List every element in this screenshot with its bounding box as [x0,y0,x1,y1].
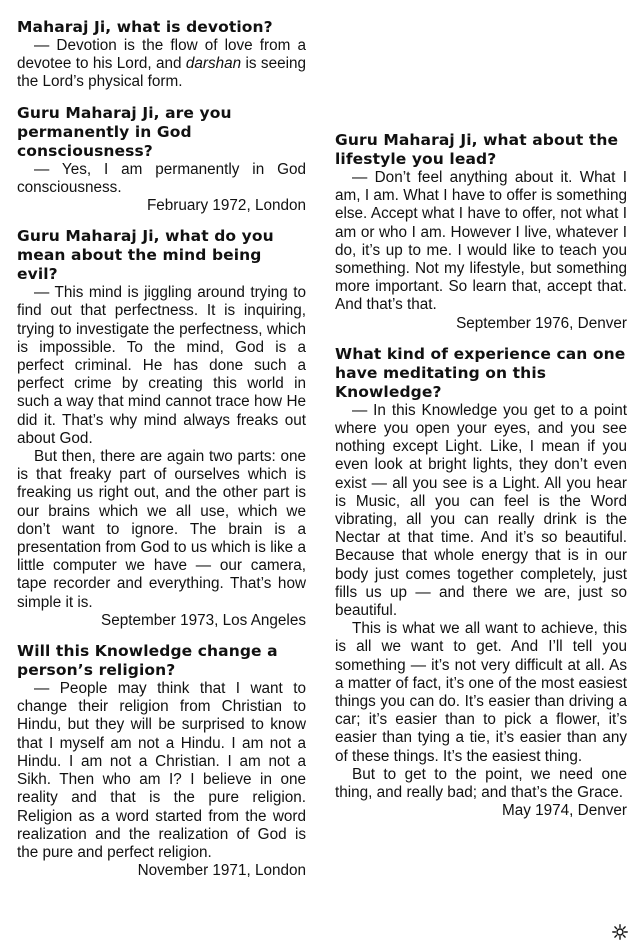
source-date: February 1972, London [146,197,306,215]
question-heading: Maharaj Ji, what is devotion? [17,18,273,36]
qa-block [335,131,627,333]
qa-block [17,227,306,630]
answer-paragraph: — People may think that I want to change their religion from Christian to Hindu, but they will be surprised to know that I myself am not a Hindu. I am not a Hindu. I am not a Christian. I am not a Sikh. Then who am I? I believe in one reality and that is the pure religion. Religion as a word started from the word realization and the realization of God is the pure and perfect religion. [17,680,306,861]
left-column [17,18,306,892]
answer-paragraph: But then, there are again two parts: one is that freaky part of ourselves which is freaking us right out, and the other part is our brains which we all use, which we don’t want to ignore. The brain is a presentation from God to us which is like a little computer we have — our camera, tape recorder and everything. That’s how simple it is. [17,448,306,611]
question-heading: Guru Maharaj Ji, are you permanently in God consciousness? [17,103,232,160]
sun-ornament-icon [612,924,628,940]
source-date: November 1971, London [137,862,306,880]
right-column [335,131,627,833]
answer-paragraph: — Don’t feel anything about it. What I am, I am. What I have to offer is something else. Accept what I have to offer, not what I am or who I am. However I live, whatever I do, it’s up to me. I would like to teach you something. Not my lifestyle, but something more important. So learn that, accept that. And that’s that. [335,169,627,314]
qa-block [335,345,627,821]
answer-paragraph: This is what we all want to achieve, this is all we want to get. And I’ll tell you something — it’s not very difficult at all. As a matter of fact, it’s one of the most easiest things you can do. It’s easier than driving a car; it’s easier than to pick a flower, it’s easier than tying a tie, it’s easier than any of these things. It’s the easiest thing. [335,620,627,765]
question-heading: Guru Maharaj Ji, what do you mean about the mind being evil? [17,227,274,284]
qa-block [17,642,306,880]
source-date: May 1974, Denver [502,802,627,820]
answer-paragraph: — Yes, I am permanently in God consciousness. [17,160,306,196]
answer-paragraph: But to get to the point, we need one thing, and really bad; and that’s the Grace. [335,765,627,802]
source-date: September 1976, Denver [456,314,627,332]
answer-paragraph: — This mind is jiggling around trying to find out that perfectness. It is inquiring, trying to investigate the perfectness, which is impossible. To the mind, God is a perfect criminal. He has done such a perfect crime by creating this world in such a way that mind cannot trace how He did it. That’s why mind always freaks out about God. [17,284,306,447]
qa-block [17,18,306,92]
question-heading: Guru Maharaj Ji, what about the lifestyle you lead? [335,131,619,168]
answer-paragraph: — Devotion is the flow of love from a devotee to his Lord, and darshan is seeing the Lord’s physical form. [17,37,306,91]
question-heading: What kind of experience can one have meditating on this Knowledge? [335,344,626,401]
qa-block [17,104,306,216]
source-date: September 1973, Los Angeles [101,611,306,629]
answer-paragraph: — In this Knowledge you get to a point where you open your eyes, and you see nothing except Light. Like, I mean if you even look at bright lights, they don’t even exist — all you see is a Light. All you hear is Music, all you can feel is the Word vibrating, all you can really drink is the Nectar at that time. And it’s so beautiful. Because that whole energy that is in our body just comes together completely, just fills us up — and there we are, just so beautiful. [335,401,627,620]
question-heading: Will this Knowledge change a person’s religion? [17,642,278,680]
